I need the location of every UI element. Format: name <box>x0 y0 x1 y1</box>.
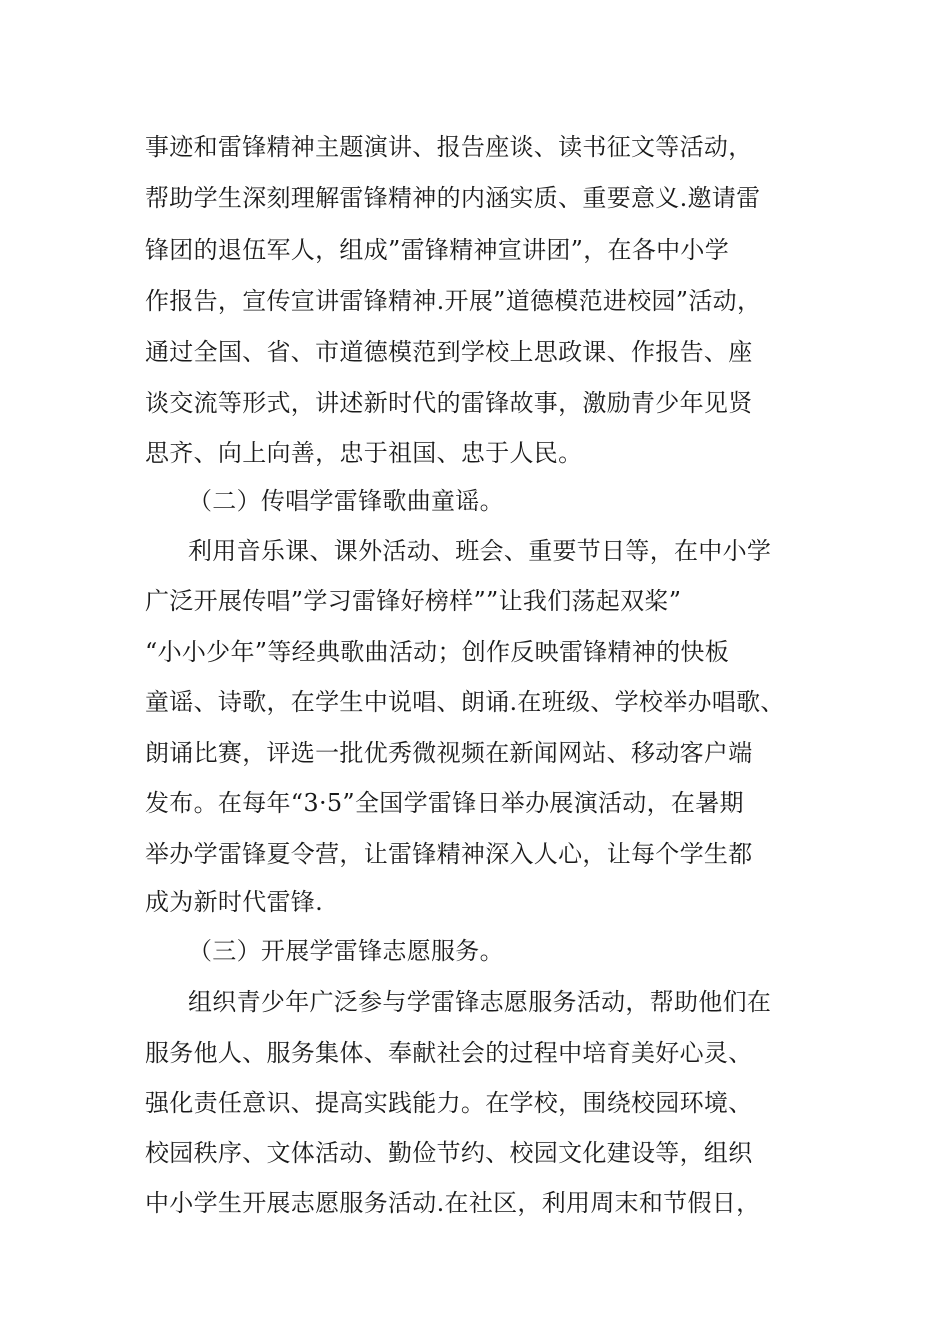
text-line: 通过全国、省、市道德模范到学校上思政课、作报告、座 <box>145 338 753 366</box>
text-line: 强化责任意识、提高实践能力。在学校，围绕校园环境、 <box>145 1089 753 1117</box>
text-line: 成为新时代雷锋. <box>145 888 324 916</box>
text-line: 服务他人、服务集体、奉献社会的过程中培育美好心灵、 <box>145 1039 753 1067</box>
text-line: 举办学雷锋夏令营，让雷锋精神深入人心，让每个学生都 <box>145 840 753 868</box>
section-heading: （三）开展学雷锋志愿服务。 <box>188 937 504 965</box>
text-line: 锋团的退伍军人，组成”雷锋精神宣讲团”，在各中小学 <box>145 236 730 264</box>
text-line: 童谣、诗歌，在学生中说唱、朗诵.在班级、学校举办唱歌、 <box>145 688 785 716</box>
text-line: 利用音乐课、课外活动、班会、重要节日等，在中小学 <box>188 537 772 565</box>
text-line: 帮助学生深刻理解雷锋精神的内涵实质、重要意义.邀请雷 <box>145 184 761 212</box>
text-line: 中小学生开展志愿服务活动.在社区，利用周末和节假日， <box>145 1189 761 1217</box>
text-line: 发布。在每年“3·5”全国学雷锋日举办展演活动，在暑期 <box>145 789 744 817</box>
text-line: 组织青少年广泛参与学雷锋志愿服务活动，帮助他们在 <box>188 988 772 1016</box>
text-line: 事迹和雷锋精神主题演讲、报告座谈、读书征文等活动， <box>145 133 753 161</box>
text-line: 谈交流等形式，讲述新时代的雷锋故事，激励青少年见贤 <box>145 389 753 417</box>
text-line: “小小少年”等经典歌曲活动；创作反映雷锋精神的快板 <box>145 638 730 666</box>
section-heading: （二）传唱学雷锋歌曲童谣。 <box>188 487 504 515</box>
text-line: 朗诵比赛，评选一批优秀微视频在新闻网站、移动客户端 <box>145 739 753 767</box>
text-line: 校园秩序、文体活动、勤俭节约、校园文化建设等，组织 <box>145 1139 753 1167</box>
text-line: 思齐、向上向善，忠于祖国、忠于人民。 <box>145 439 583 467</box>
text-line: 作报告，宣传宣讲雷锋精神.开展”道德模范进校园”活动， <box>145 287 762 315</box>
text-line: 广泛开展传唱”学习雷锋好榜样””让我们荡起双桨” <box>145 587 682 615</box>
